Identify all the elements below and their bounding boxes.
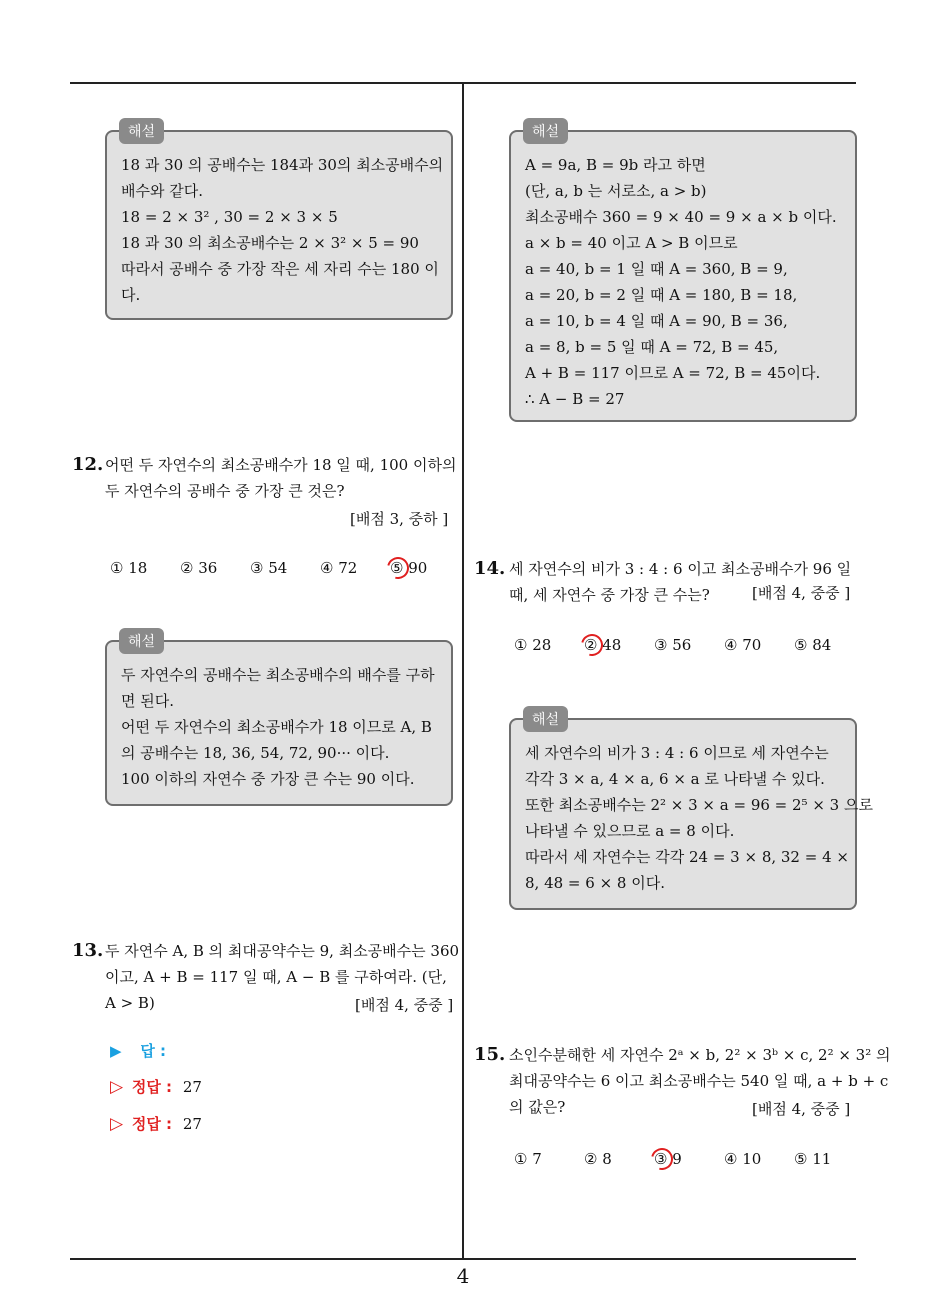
correct-value: 27 (182, 1115, 202, 1133)
triangle-icon: ▷ (110, 1077, 124, 1097)
choice-4[interactable]: ④ 10 (724, 1150, 762, 1168)
solution-line: 따라서 세 자연수는 각각 24 = 3 × 8, 32 = 4 × (525, 848, 849, 866)
page-number: 4 (456, 1264, 470, 1288)
choice-3[interactable]: ③ 54 (250, 559, 288, 577)
solution-line: 세 자연수의 비가 3 : 4 : 6 이므로 세 자연수는 (525, 744, 829, 762)
answer-mark-circle (577, 630, 607, 660)
play-arrow-icon: ▶ (110, 1042, 122, 1060)
solution-line: a = 40, b = 1 일 때 A = 360, B = 9, (525, 260, 788, 278)
question-meta: [배점 4, 중중 ] (752, 1100, 851, 1118)
question-line: 의 값은? (509, 1098, 566, 1116)
question-line: 두 자연수의 공배수 중 가장 큰 것은? (105, 482, 345, 500)
question-line: A > B) (105, 994, 155, 1012)
question-line: 세 자연수의 비가 3 : 4 : 6 이고 최소공배수가 96 일 (509, 560, 852, 578)
solution-line: 100 이하의 자연수 중 가장 큰 수는 90 이다. (121, 770, 415, 788)
choice-4[interactable]: ④ 72 (320, 559, 358, 577)
solution-line: 면 된다. (121, 692, 175, 710)
solution-line: ∴ A − B = 27 (525, 390, 625, 408)
solution-line: 18 과 30 의 최소공배수는 2 × 3² × 5 = 90 (121, 234, 419, 252)
choice-1[interactable]: ① 28 (514, 636, 552, 654)
question-number: 15. (474, 1044, 506, 1065)
choice-5[interactable]: ⑤ 84 (794, 636, 832, 654)
solution-line: 최소공배수 360 = 9 × 40 = 9 × a × b 이다. (525, 208, 837, 226)
solution-line: 각각 3 × a, 4 × a, 6 × a 로 나타낼 수 있다. (525, 770, 825, 788)
solution-line: A + B = 117 이므로 A = 72, B = 45이다. (525, 364, 821, 382)
question-meta: [배점 3, 중하 ] (350, 510, 449, 528)
answer-mark-circle (647, 1144, 677, 1174)
solution-line: 8, 48 = 6 × 8 이다. (525, 874, 665, 892)
choice-4[interactable]: ④ 70 (724, 636, 762, 654)
solution-line: A = 9a, B = 9b 라고 하면 (525, 156, 706, 174)
correct-label: 정답 : (131, 1115, 173, 1133)
solution-line: a = 20, b = 2 일 때 A = 180, B = 18, (525, 286, 798, 304)
choice-3[interactable]: ③ 9 (654, 1150, 682, 1168)
solution-line: 두 자연수의 공배수는 최소공배수의 배수를 구하 (121, 666, 435, 684)
solution-line: 18 = 2 × 3² , 30 = 2 × 3 × 5 (121, 208, 338, 226)
question-line: 때, 세 자연수 중 가장 큰 수는? (509, 586, 710, 604)
triangle-icon: ▷ (110, 1114, 124, 1134)
choice-1[interactable]: ① 18 (110, 559, 148, 577)
solution-tag: 해설 (119, 628, 164, 654)
choice-2[interactable]: ② 36 (180, 559, 218, 577)
solution-line: 의 공배수는 18, 36, 54, 72, 90··· 이다. (121, 744, 390, 762)
correct-value: 27 (182, 1078, 202, 1096)
solution-tag: 해설 (523, 706, 568, 732)
question-number: 14. (474, 558, 506, 579)
choice-3[interactable]: ③ 56 (654, 636, 692, 654)
answer-row (110, 1040, 166, 1061)
solution-line: (단, a, b 는 서로소, a > b) (525, 182, 707, 200)
solution-box-12 (105, 634, 453, 806)
choice-2[interactable]: ② 8 (584, 1150, 612, 1168)
question-number: 12. (72, 454, 104, 475)
solution-line: 배수와 같다. (121, 182, 203, 200)
correct-answer-row (110, 1113, 202, 1134)
solution-box-14 (509, 712, 873, 910)
question-text (105, 452, 455, 504)
solution-line: a × b = 40 이고 A > B 이므로 (525, 234, 738, 252)
correct-answer-row (110, 1076, 202, 1097)
answer-label: 답 : (140, 1042, 167, 1060)
choice-5[interactable]: ⑤ 11 (794, 1150, 832, 1168)
question-meta: [배점 4, 중중 ] (752, 584, 851, 602)
question-line: 두 자연수 A, B 의 최대공약수는 9, 최소공배수는 360 (105, 942, 460, 960)
question-meta: [배점 4, 중중 ] (355, 996, 454, 1014)
solution-line: a = 10, b = 4 일 때 A = 90, B = 36, (525, 312, 788, 330)
choice-5[interactable]: ⑤ 90 (390, 559, 428, 577)
question-number: 13. (72, 940, 104, 961)
question-line: 소인수분해한 세 자연수 2ᵃ × b, 2² × 3ᵇ × c, 2² × 3² 의 (509, 1046, 891, 1064)
question-line: 최대공약수는 6 이고 최소공배수는 540 일 때, a + b + c (509, 1072, 889, 1090)
bottom-rule (70, 1258, 856, 1260)
question-line: 이고, A + B = 117 일 때, A − B 를 구하여라. (단, (105, 968, 447, 986)
answer-mark-circle (383, 553, 413, 583)
solution-tag: 해설 (523, 118, 568, 144)
choice-1[interactable]: ① 7 (514, 1150, 542, 1168)
solution-line: 다. (121, 286, 141, 304)
solution-box-13 (509, 124, 857, 422)
solution-line: 어떤 두 자연수의 최소공배수가 18 이므로 A, B (121, 718, 432, 736)
solution-tag: 해설 (119, 118, 164, 144)
correct-label: 정답 : (131, 1078, 173, 1096)
solution-box-11 (105, 124, 453, 320)
column-divider (462, 83, 464, 1259)
question-line: 어떤 두 자연수의 최소공배수가 18 일 때, 100 이하의 (105, 456, 457, 474)
solution-line: 따라서 공배수 중 가장 작은 세 자리 수는 180 이 (121, 260, 439, 278)
solution-line: 또한 최소공배수는 2² × 3 × a = 96 = 2⁵ × 3 으로 (525, 796, 873, 814)
solution-line: 18 과 30 의 공배수는 184과 30의 최소공배수의 (121, 156, 444, 174)
solution-line: 나타낼 수 있으므로 a = 8 이다. (525, 822, 735, 840)
choice-2[interactable]: ② 48 (584, 636, 622, 654)
solution-line: a = 8, b = 5 일 때 A = 72, B = 45, (525, 338, 779, 356)
